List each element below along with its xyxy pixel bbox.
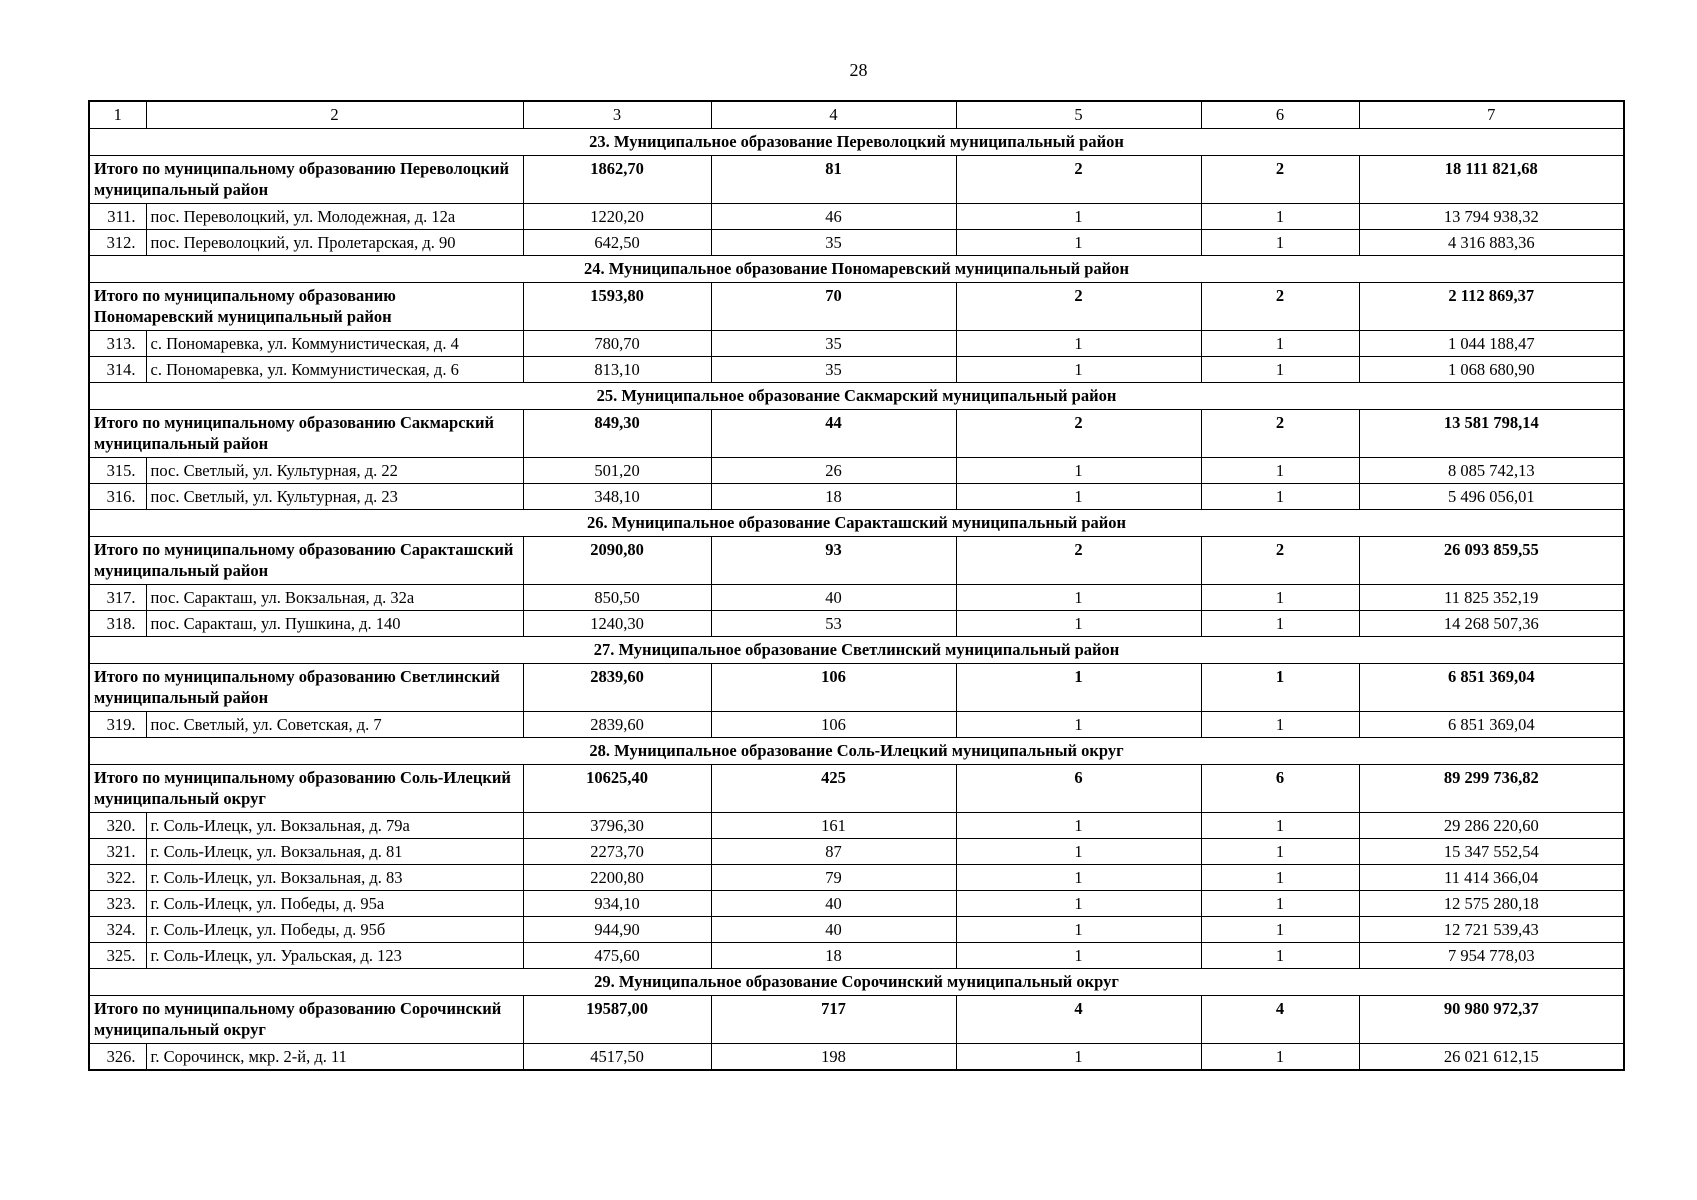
total-c7: 89 299 736,82 <box>1359 765 1624 813</box>
row-c5: 1 <box>956 331 1201 357</box>
row-address: г. Соль-Илецк, ул. Вокзальная, д. 79а <box>146 813 523 839</box>
row-address: г. Соль-Илецк, ул. Вокзальная, д. 81 <box>146 839 523 865</box>
row-address: пос. Светлый, ул. Культурная, д. 22 <box>146 458 523 484</box>
row-c5: 1 <box>956 458 1201 484</box>
row-c4: 106 <box>711 712 956 738</box>
row-address: пос. Светлый, ул. Советская, д. 7 <box>146 712 523 738</box>
total-c6: 1 <box>1201 664 1359 712</box>
row-c5: 1 <box>956 891 1201 917</box>
section-total-row <box>89 410 1624 458</box>
row-address: с. Пономаревка, ул. Коммунистическая, д. 6 <box>146 357 523 383</box>
row-c4: 40 <box>711 891 956 917</box>
row-c3: 2200,80 <box>523 865 711 891</box>
total-c4: 70 <box>711 283 956 331</box>
total-c5: 6 <box>956 765 1201 813</box>
column-number-row <box>89 101 1624 129</box>
row-number: 316. <box>89 484 146 510</box>
row-c3: 850,50 <box>523 585 711 611</box>
section-total-row <box>89 537 1624 585</box>
row-c4: 198 <box>711 1044 956 1071</box>
row-c3: 934,10 <box>523 891 711 917</box>
row-c4: 35 <box>711 230 956 256</box>
table-row <box>89 891 1624 917</box>
section-header-row <box>89 510 1624 537</box>
row-c5: 1 <box>956 204 1201 230</box>
section-total-row <box>89 156 1624 204</box>
row-address: г. Сорочинск, мкр. 2-й, д. 11 <box>146 1044 523 1071</box>
row-c6: 1 <box>1201 712 1359 738</box>
row-c6: 1 <box>1201 839 1359 865</box>
total-c5: 2 <box>956 156 1201 204</box>
section-header-row <box>89 129 1624 156</box>
row-c5: 1 <box>956 1044 1201 1071</box>
row-c4: 46 <box>711 204 956 230</box>
table-row <box>89 1044 1624 1071</box>
total-c7: 26 093 859,55 <box>1359 537 1624 585</box>
row-c6: 1 <box>1201 943 1359 969</box>
total-c5: 2 <box>956 537 1201 585</box>
row-number: 311. <box>89 204 146 230</box>
row-c7: 1 068 680,90 <box>1359 357 1624 383</box>
row-c4: 40 <box>711 585 956 611</box>
row-c7: 29 286 220,60 <box>1359 813 1624 839</box>
total-c5: 1 <box>956 664 1201 712</box>
row-c5: 1 <box>956 585 1201 611</box>
row-number: 318. <box>89 611 146 637</box>
row-c3: 780,70 <box>523 331 711 357</box>
row-c7: 5 496 056,01 <box>1359 484 1624 510</box>
row-number: 320. <box>89 813 146 839</box>
table-row <box>89 712 1624 738</box>
row-c5: 1 <box>956 917 1201 943</box>
column-number-cell: 2 <box>146 101 523 129</box>
table-row <box>89 458 1624 484</box>
total-c4: 717 <box>711 996 956 1044</box>
total-c7: 18 111 821,68 <box>1359 156 1624 204</box>
row-c7: 13 794 938,32 <box>1359 204 1624 230</box>
row-c7: 8 085 742,13 <box>1359 458 1624 484</box>
total-c6: 4 <box>1201 996 1359 1044</box>
row-address: г. Соль-Илецк, ул. Уральская, д. 123 <box>146 943 523 969</box>
section-title: 27. Муниципальное образование Светлинский муниципальный район <box>89 637 1624 664</box>
row-address: г. Соль-Илецк, ул. Победы, д. 95б <box>146 917 523 943</box>
total-c3: 2090,80 <box>523 537 711 585</box>
row-c6: 1 <box>1201 585 1359 611</box>
page-number: 28 <box>849 60 868 80</box>
total-c4: 81 <box>711 156 956 204</box>
row-c7: 1 044 188,47 <box>1359 331 1624 357</box>
row-c6: 1 <box>1201 611 1359 637</box>
section-total-row <box>89 283 1624 331</box>
total-c4: 44 <box>711 410 956 458</box>
row-c4: 87 <box>711 839 956 865</box>
section-total-row <box>89 664 1624 712</box>
section-header-row <box>89 383 1624 410</box>
row-c7: 11 414 366,04 <box>1359 865 1624 891</box>
row-c3: 501,20 <box>523 458 711 484</box>
row-c5: 1 <box>956 712 1201 738</box>
row-c6: 1 <box>1201 458 1359 484</box>
total-c6: 2 <box>1201 283 1359 331</box>
row-c7: 11 825 352,19 <box>1359 585 1624 611</box>
row-c6: 1 <box>1201 1044 1359 1071</box>
section-title: 23. Муниципальное образование Переволоцкий муниципальный район <box>89 129 1624 156</box>
total-c7: 90 980 972,37 <box>1359 996 1624 1044</box>
table-row <box>89 813 1624 839</box>
row-c6: 1 <box>1201 891 1359 917</box>
total-c6: 2 <box>1201 537 1359 585</box>
total-label: Итого по муниципальному образованию Светлинский муниципальный район <box>89 664 523 712</box>
row-c3: 475,60 <box>523 943 711 969</box>
total-label: Итого по муниципальному образованию Сорочинский муниципальный округ <box>89 996 523 1044</box>
row-c3: 2273,70 <box>523 839 711 865</box>
table-row <box>89 611 1624 637</box>
total-c5: 2 <box>956 283 1201 331</box>
table-row <box>89 357 1624 383</box>
column-number-cell: 5 <box>956 101 1201 129</box>
total-c4: 106 <box>711 664 956 712</box>
column-number-cell: 3 <box>523 101 711 129</box>
row-c7: 12 721 539,43 <box>1359 917 1624 943</box>
row-number: 322. <box>89 865 146 891</box>
table-row <box>89 331 1624 357</box>
row-number: 319. <box>89 712 146 738</box>
total-c6: 2 <box>1201 410 1359 458</box>
row-c5: 1 <box>956 813 1201 839</box>
housing-table <box>88 100 1625 1071</box>
total-label: Итого по муниципальному образованию Саракташский муниципальный район <box>89 537 523 585</box>
table-row <box>89 839 1624 865</box>
row-c4: 161 <box>711 813 956 839</box>
row-c6: 1 <box>1201 813 1359 839</box>
section-header-row <box>89 738 1624 765</box>
row-number: 314. <box>89 357 146 383</box>
total-c5: 2 <box>956 410 1201 458</box>
section-title: 29. Муниципальное образование Сорочинский муниципальный округ <box>89 969 1624 996</box>
total-c3: 19587,00 <box>523 996 711 1044</box>
row-c3: 813,10 <box>523 357 711 383</box>
total-c7: 13 581 798,14 <box>1359 410 1624 458</box>
row-c5: 1 <box>956 839 1201 865</box>
row-number: 321. <box>89 839 146 865</box>
total-c6: 2 <box>1201 156 1359 204</box>
row-c5: 1 <box>956 611 1201 637</box>
section-title: 25. Муниципальное образование Сакмарский муниципальный район <box>89 383 1624 410</box>
row-c4: 35 <box>711 331 956 357</box>
row-c5: 1 <box>956 484 1201 510</box>
row-address: пос. Саракташ, ул. Пушкина, д. 140 <box>146 611 523 637</box>
row-number: 325. <box>89 943 146 969</box>
total-c3: 1593,80 <box>523 283 711 331</box>
row-c5: 1 <box>956 230 1201 256</box>
section-header-row <box>89 969 1624 996</box>
row-c6: 1 <box>1201 484 1359 510</box>
total-label: Итого по муниципальному образованию Переволоцкий муниципальный район <box>89 156 523 204</box>
row-number: 313. <box>89 331 146 357</box>
row-c4: 18 <box>711 943 956 969</box>
row-number: 312. <box>89 230 146 256</box>
row-c5: 1 <box>956 865 1201 891</box>
row-c4: 53 <box>711 611 956 637</box>
total-c3: 2839,60 <box>523 664 711 712</box>
total-c5: 4 <box>956 996 1201 1044</box>
total-c7: 6 851 369,04 <box>1359 664 1624 712</box>
row-c4: 79 <box>711 865 956 891</box>
row-address: пос. Переволоцкий, ул. Молодежная, д. 12а <box>146 204 523 230</box>
row-number: 317. <box>89 585 146 611</box>
section-total-row <box>89 996 1624 1044</box>
section-header-row <box>89 256 1624 283</box>
total-c7: 2 112 869,37 <box>1359 283 1624 331</box>
table-row <box>89 585 1624 611</box>
row-address: пос. Саракташ, ул. Вокзальная, д. 32а <box>146 585 523 611</box>
row-c6: 1 <box>1201 917 1359 943</box>
row-address: с. Пономаревка, ул. Коммунистическая, д. 4 <box>146 331 523 357</box>
table-row <box>89 865 1624 891</box>
table-row <box>89 943 1624 969</box>
table-row <box>89 230 1624 256</box>
row-number: 315. <box>89 458 146 484</box>
row-c3: 1240,30 <box>523 611 711 637</box>
row-c3: 944,90 <box>523 917 711 943</box>
row-c6: 1 <box>1201 204 1359 230</box>
table-row <box>89 204 1624 230</box>
row-c7: 15 347 552,54 <box>1359 839 1624 865</box>
row-number: 323. <box>89 891 146 917</box>
total-label: Итого по муниципальному образованию Пономаревский муниципальный район <box>89 283 523 331</box>
row-c3: 4517,50 <box>523 1044 711 1071</box>
row-c6: 1 <box>1201 865 1359 891</box>
column-number-cell: 4 <box>711 101 956 129</box>
total-label: Итого по муниципальному образованию Соль-Илецкий муниципальный округ <box>89 765 523 813</box>
row-c5: 1 <box>956 943 1201 969</box>
column-number-cell: 1 <box>89 101 146 129</box>
section-title: 26. Муниципальное образование Саракташский муниципальный район <box>89 510 1624 537</box>
row-c3: 642,50 <box>523 230 711 256</box>
row-c6: 1 <box>1201 357 1359 383</box>
row-c3: 348,10 <box>523 484 711 510</box>
row-c4: 26 <box>711 458 956 484</box>
row-address: пос. Переволоцкий, ул. Пролетарская, д. 90 <box>146 230 523 256</box>
row-c7: 4 316 883,36 <box>1359 230 1624 256</box>
column-number-cell: 7 <box>1359 101 1624 129</box>
row-c4: 40 <box>711 917 956 943</box>
row-address: пос. Светлый, ул. Культурная, д. 23 <box>146 484 523 510</box>
total-c3: 1862,70 <box>523 156 711 204</box>
total-c3: 10625,40 <box>523 765 711 813</box>
row-c4: 35 <box>711 357 956 383</box>
row-number: 326. <box>89 1044 146 1071</box>
table-row <box>89 917 1624 943</box>
row-number: 324. <box>89 917 146 943</box>
row-c5: 1 <box>956 357 1201 383</box>
total-c6: 6 <box>1201 765 1359 813</box>
section-total-row <box>89 765 1624 813</box>
row-c6: 1 <box>1201 230 1359 256</box>
section-header-row <box>89 637 1624 664</box>
row-c4: 18 <box>711 484 956 510</box>
row-c6: 1 <box>1201 331 1359 357</box>
row-address: г. Соль-Илецк, ул. Победы, д. 95а <box>146 891 523 917</box>
row-c7: 7 954 778,03 <box>1359 943 1624 969</box>
total-c4: 93 <box>711 537 956 585</box>
row-c7: 26 021 612,15 <box>1359 1044 1624 1071</box>
row-c3: 3796,30 <box>523 813 711 839</box>
total-c4: 425 <box>711 765 956 813</box>
column-number-cell: 6 <box>1201 101 1359 129</box>
row-c7: 12 575 280,18 <box>1359 891 1624 917</box>
row-c3: 1220,20 <box>523 204 711 230</box>
section-title: 24. Муниципальное образование Пономаревский муниципальный район <box>89 256 1624 283</box>
table-row <box>89 484 1624 510</box>
row-c3: 2839,60 <box>523 712 711 738</box>
total-c3: 849,30 <box>523 410 711 458</box>
section-title: 28. Муниципальное образование Соль-Илецкий муниципальный округ <box>89 738 1624 765</box>
row-c7: 6 851 369,04 <box>1359 712 1624 738</box>
row-address: г. Соль-Илецк, ул. Вокзальная, д. 83 <box>146 865 523 891</box>
row-c7: 14 268 507,36 <box>1359 611 1624 637</box>
total-label: Итого по муниципальному образованию Сакмарский муниципальный район <box>89 410 523 458</box>
